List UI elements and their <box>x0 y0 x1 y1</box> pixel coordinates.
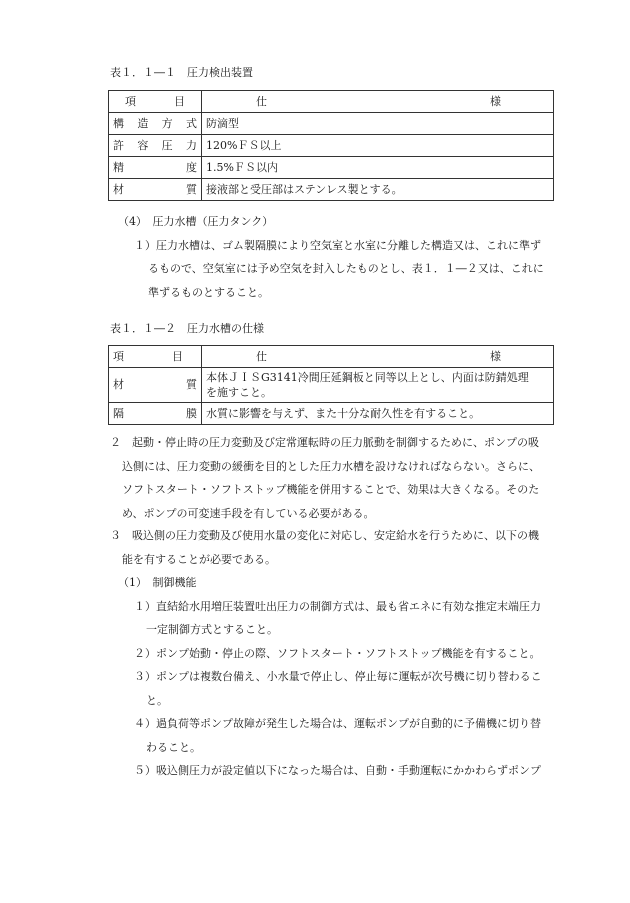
table1-row-value: 防滴型 <box>202 113 554 135</box>
para2 <box>110 431 540 525</box>
table-row <box>109 135 554 157</box>
table-row <box>109 368 554 403</box>
table1 <box>108 90 554 201</box>
para3-item-line: ２）ポンプ始動・停止の際、ソフトスタート・ソフトストップ機能を有すること。 <box>134 646 541 660</box>
table1-header-item-char: 目 <box>174 94 185 108</box>
para3 <box>110 524 542 783</box>
table2-header-item-char: 項 <box>113 349 124 363</box>
table1-row-label-char: 質 <box>186 182 197 196</box>
table-row <box>109 403 554 425</box>
para3-item-line: ５）吸込側圧力が設定値以下になった場合は、自動・手動運転にかかわらずポンプ <box>134 764 541 777</box>
table2-row-value-line: を施すこと。 <box>206 386 272 399</box>
table1-row-label-char: 材 <box>113 182 124 196</box>
table2-header-item-char: 目 <box>172 349 183 363</box>
para2-line: ２ 起動・停止時の圧力変動及び定常運転時の圧力脈動を制御するために、ポンプの吸 <box>110 436 539 449</box>
table-row <box>109 179 554 201</box>
para3-line: 能を有することが必要である。 <box>122 552 276 566</box>
table1-header-item-char: 項 <box>125 94 136 108</box>
table1-row-label-char: 度 <box>186 160 197 174</box>
table2-row-label-char: 膜 <box>186 406 197 420</box>
table1-row-label-char: 容 <box>137 138 149 152</box>
table1-header-spec-char: 様 <box>490 94 501 108</box>
table1-header-spec-char: 仕 <box>256 94 267 108</box>
para3-item-line: ３）ポンプは複数台備え、小水量で停止し、停止毎に運転が次号機に切り替わるこ <box>134 670 542 683</box>
table1-caption: 表１．１―１ 圧力検出装置 <box>110 66 253 79</box>
para3-subheading: （1） 制御機能 <box>118 576 197 589</box>
section4-item1-line: １）圧力水槽は、ゴム製隔膜により空気室と水室に分離した構造又は、これに準ず <box>134 238 541 252</box>
para3-item-line: と。 <box>146 693 168 707</box>
table2-row-value-line: 本体ＪＩＳG3141冷間圧延鋼板と同等以上とし、内面は防錆処理 <box>206 371 529 384</box>
table2-row-label-char: 隔 <box>113 406 124 420</box>
table1-row-label-char: 造 <box>137 116 149 130</box>
section4 <box>118 210 544 304</box>
para3-item-line: １）直結給水用増圧装置吐出圧力の制御方式は、最も省エネに有効な推定末端圧力 <box>134 599 541 613</box>
table1-row-label-char: 圧 <box>161 138 173 152</box>
table2-row-label-char: 材 <box>113 378 124 392</box>
table2-caption: 表１．１―２ 圧力水槽の仕様 <box>110 322 264 335</box>
table1-row-value: 接液部と受圧部はステンレス製とする。 <box>202 179 554 201</box>
para2-line: ソフトスタート・ソフトストップ機能を併用することで、効果は大きくなる。そのた <box>122 483 540 496</box>
para3-line: ３ 吸込側の圧力変動及び使用水量の変化に対応し、安定給水を行うために、以下の機 <box>110 529 539 542</box>
section4-item1-line: るもので、空気室には予め空気を封入したものとし、表１．１―２又は、これに <box>148 262 544 275</box>
para2-line: 込側には、圧力変動の緩衝を目的とした圧力水槽を設けなければならない。さらに、 <box>122 459 540 473</box>
para3-item-line: 一定制御方式とすること。 <box>146 623 278 636</box>
table1-row-label-char: 方 <box>161 116 173 130</box>
table1-row-label-char: 許 <box>113 138 124 152</box>
para2-line: め、ポンプの可変速手段を有している必要がある。 <box>122 506 375 520</box>
table1-row-label-char: 力 <box>185 138 197 152</box>
table1-row-value: 120%ＦＳ以上 <box>202 135 554 157</box>
table2-row-value-line: 水質に影響を与えず、また十分な耐久性を有すること。 <box>202 403 554 425</box>
para3-item-line: ４）過負荷等ポンプ故障が発生した場合は、運転ポンプが自動的に予備機に切り替 <box>134 717 541 730</box>
table1-row-value: 1.5%ＦＳ以内 <box>202 157 554 179</box>
table2-header-row <box>109 346 554 368</box>
table1-header-row <box>109 91 554 113</box>
table-row <box>109 113 554 135</box>
table2-row-label-char: 質 <box>186 378 197 392</box>
section4-heading: （4） 圧力水槽（圧力タンク） <box>118 215 274 228</box>
table2 <box>108 345 554 425</box>
table-row <box>109 157 554 179</box>
table2-header-spec-char: 様 <box>490 349 501 363</box>
table1-row-label-char: 式 <box>185 116 197 130</box>
table1-row-label-char: 構 <box>113 116 124 130</box>
section4-item1-line: 準ずるものとすること。 <box>148 285 269 299</box>
para3-item-line: わること。 <box>146 740 201 754</box>
table1-row-label-char: 精 <box>113 160 124 174</box>
table2-header-spec-char: 仕 <box>256 349 267 363</box>
